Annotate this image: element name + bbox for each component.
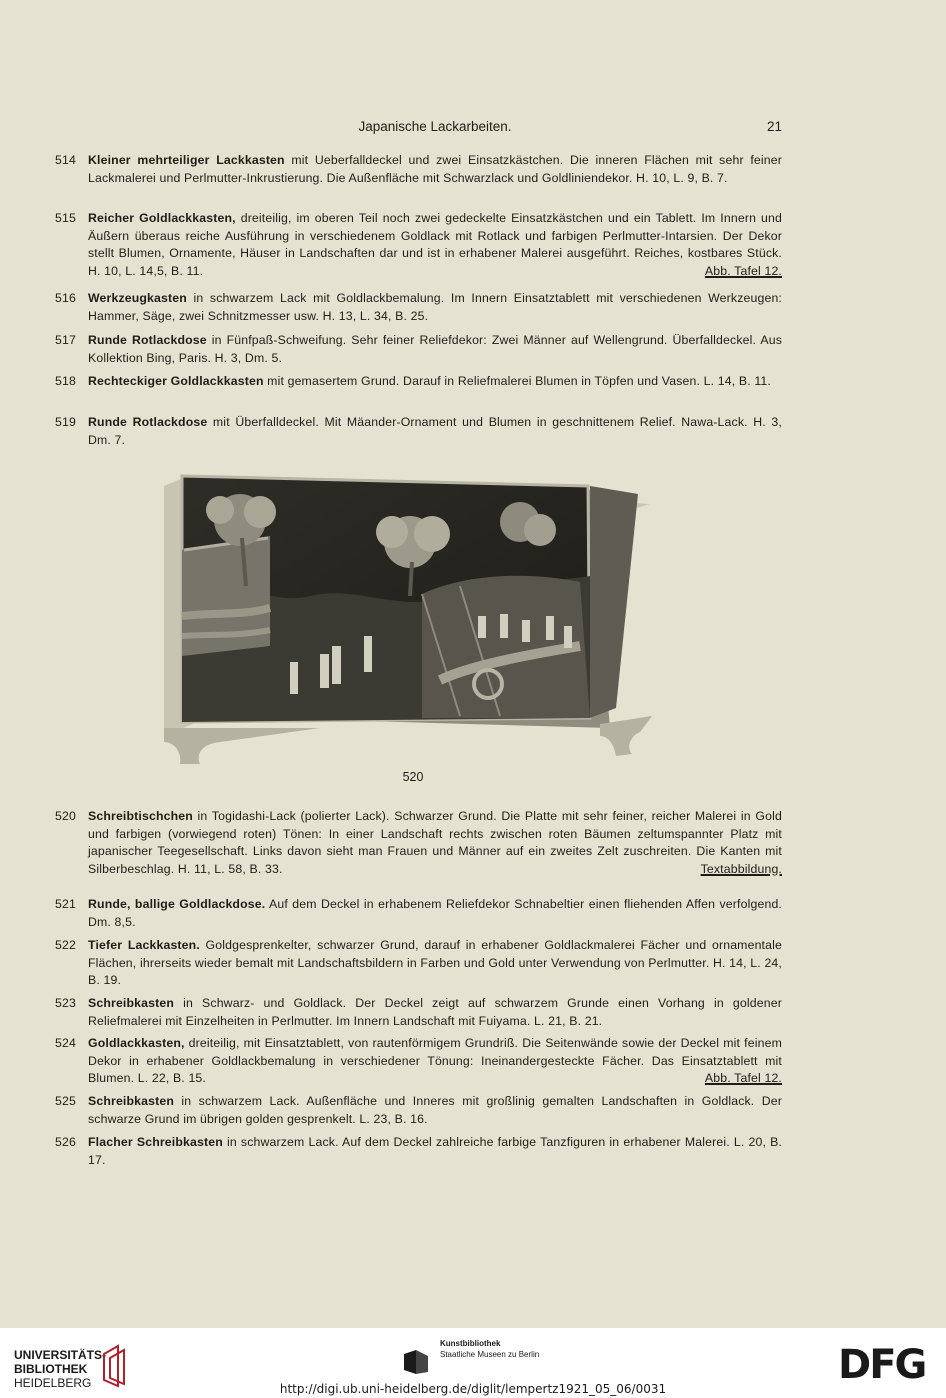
library-name-line1: UNIVERSITÄTS- xyxy=(14,1348,107,1362)
entry-heading: Runde, ballige Goldlackdose. xyxy=(88,897,266,911)
entry-heading: Kleiner mehrteiliger Lackkasten xyxy=(88,153,285,167)
entry-heading: Schreibkasten xyxy=(88,1094,175,1108)
entry-text: Goldgesprenkelter, schwarzer Grund, darauf in erhabener Goldlackmalerei Fächer und ornamentale Flächen, ihrerseits wieder bemalt mit Landschaftsbildern in Farben und Gold unter Verwendung von Perlmutter. H. 14, L. 24, B. 19. xyxy=(88,938,782,987)
figure-caption: 520 xyxy=(402,770,424,784)
entry-text: in schwarzem Lack. Außenfläche und Inneres mit großlinig gemalten Landschaften in Goldlack. Der schwarze Grund im übrigen golden gesprenkelt. L. 23, B. 16. xyxy=(88,1094,782,1126)
entry-heading: Tiefer Lackkasten. xyxy=(88,938,200,952)
entry-text: in Fünfpaß-Schweifung. Sehr feiner Reliefdekor: Zwei Männer auf Wellengrund. Überfalldeckel. Aus Kollektion Bing, Paris. H. 3, Dm. 5. xyxy=(88,333,782,365)
entry-heading: Werkzeugkasten xyxy=(88,291,187,305)
entry-number: 522 xyxy=(55,938,76,952)
entry-heading: Flacher Schreibkasten xyxy=(88,1135,223,1149)
entry-number: 524 xyxy=(55,1036,76,1050)
entry-heading: Runde Rotlackdose xyxy=(88,333,207,347)
entry-heading: Reicher Goldlackkasten, xyxy=(88,211,236,225)
catalog-entry-517 xyxy=(55,332,782,367)
permalink-url[interactable]: http://digi.ub.uni-heidelberg.de/diglit/lempertz1921_05_06/0031 xyxy=(279,1382,667,1396)
catalog-entry-515 xyxy=(55,210,782,280)
entry-text: mit gemasertem Grund. Darauf in Reliefmalerei Blumen in Töpfen und Vasen. L. 14, B. 11. xyxy=(263,374,771,388)
page-number: 21 xyxy=(766,119,782,134)
catalog-entry-521 xyxy=(55,896,782,931)
plate-reference: Abb. Tafel 12. xyxy=(704,263,782,278)
dfg-logo[interactable]: DFG xyxy=(838,1342,926,1388)
entry-text: dreiteilig, mit Einsatztablett, von rautenförmigem Grundriß. Die Seitenwände sowie der Deckel mit feinem Dekor in erhabener Goldlackbemalung in verschiedener Tönung: Ineinandergesteckte Fächer. Das Einsatztablett mit Blumen. L. 22, B. 15. xyxy=(88,1036,782,1085)
catalog-entry-518 xyxy=(55,373,782,391)
entry-number: 516 xyxy=(55,291,76,305)
entry-number: 518 xyxy=(55,374,76,388)
entry-number: 520 xyxy=(55,809,76,823)
catalog-entry-522 xyxy=(55,937,782,990)
catalog-entry-524 xyxy=(55,1035,782,1088)
digitization-footer xyxy=(0,1328,946,1398)
catalog-entry-520 xyxy=(55,808,782,878)
plate-reference: Abb. Tafel 12. xyxy=(704,1071,782,1085)
running-title: Japanische Lackarbeiten. xyxy=(358,119,512,134)
catalog-entry-514 xyxy=(55,152,782,187)
kunstbibliothek-logo[interactable] xyxy=(402,1338,562,1378)
entry-heading: Goldlackkasten, xyxy=(88,1036,185,1050)
entry-number: 521 xyxy=(55,897,76,911)
kunstbibliothek-icon xyxy=(402,1348,430,1376)
library-name-line2: BIBLIOTHEK xyxy=(14,1362,88,1376)
entry-number: 526 xyxy=(55,1135,76,1149)
entry-text: dreiteilig, im oberen Teil noch zwei gedeckelte Einsatzkästchen und ein Tablett. Im Innern und Äußern überaus reiche Ausführung in verschiedenem Goldlack mit Rotlack und farbigen Perlmutter-Intarsien. Der Dekor stellt Blumen, Ornamente, Häuser in Landschaften dar und ist in erhabener Malerei ausgeführt. Reiches, kostbares Stück. H. 10, L. 14,5, B. 11. xyxy=(88,211,783,278)
entry-text: in Schwarz- und Goldlack. Der Deckel zeigt auf schwarzem Grunde einen Vorhang in goldener Reliefmalerei mit Einzelheiten in Perlmutter. Im Innern Landschaft mit Fuiyama. L. 21, B. 21. xyxy=(88,996,782,1028)
entry-number: 517 xyxy=(55,333,76,347)
catalog-entry-526 xyxy=(55,1134,782,1169)
catalog-entry-525 xyxy=(55,1093,782,1128)
entry-heading: Schreibkasten xyxy=(88,996,175,1010)
library-name-line3: HEIDELBERG xyxy=(14,1376,92,1390)
entry-heading: Rechteckiger Goldlackkasten xyxy=(88,374,264,388)
entry-number: 525 xyxy=(55,1094,76,1108)
catalog-entry-523 xyxy=(55,995,782,1030)
plate-reference: Textabbildung. xyxy=(700,861,782,876)
entry-text: mit Überfalldeckel. Mit Mäander-Ornament und Blumen in geschnittenem Relief. Nawa-Lack. H. 3, Dm. 7. xyxy=(88,415,782,447)
entry-number: 514 xyxy=(55,153,76,167)
entry-text: Auf dem Deckel in erhabenem Reliefdekor Schnabeltier einen fliehenden Affen verfolgend. Dm. 8,5. xyxy=(88,897,782,929)
entry-text: in Togidashi-Lack (polierter Lack). Schwarzer Grund. Die Platte mit sehr feiner, reicher Malerei in Gold und farbigen (vorwiegend roten) Tönen: In einer Landschaft rechts zwischen roten Bäumen zeltumspannter Platz mit japanischer Teegesellschaft. Links davon sieht man Frauen und Männer auf ein zweites Zelt zuschreiten. Die Kanten mit Silberbeschlag. H. 11, L. 58, B. 33. xyxy=(88,809,782,876)
entry-text: in schwarzem Lack. Auf dem Deckel zahlreiche farbige Tanzfiguren in erhabener Malerei. L. 20, B. 17. xyxy=(88,1135,782,1167)
catalog-entry-519 xyxy=(55,414,782,449)
catalog-entry-516 xyxy=(55,290,782,325)
entry-number: 523 xyxy=(55,996,76,1010)
entry-number: 515 xyxy=(55,211,76,225)
lacquer-writing-table-photo xyxy=(160,466,656,770)
entry-heading: Schreibtischchen xyxy=(88,809,193,823)
entry-heading: Runde Rotlackdose xyxy=(88,415,208,429)
kunstbibliothek-subtitle: Staatliche Museen zu Berlin xyxy=(440,1350,540,1359)
entry-number: 519 xyxy=(55,415,76,429)
entry-text: mit Ueberfalldeckel und zwei Einsatzkästchen. Die inneren Flächen mit sehr feiner Lackmalerei und Perlmutter-Inkrustierung. Die Außenfläche mit Schwarzlack und Goldliniendekor. H. 10, L. 9, B. 7. xyxy=(88,153,782,185)
running-head xyxy=(88,119,782,139)
entry-text: in schwarzem Lack mit Goldlackbemalung. Im Innern Einsatztablett mit verschiedenen Werkzeugen: Hammer, Säge, zwei Schnitzmesser usw. H. 13, L. 34, B. 25. xyxy=(88,291,782,323)
kunstbibliothek-name: Kunstbibliothek xyxy=(440,1339,501,1348)
